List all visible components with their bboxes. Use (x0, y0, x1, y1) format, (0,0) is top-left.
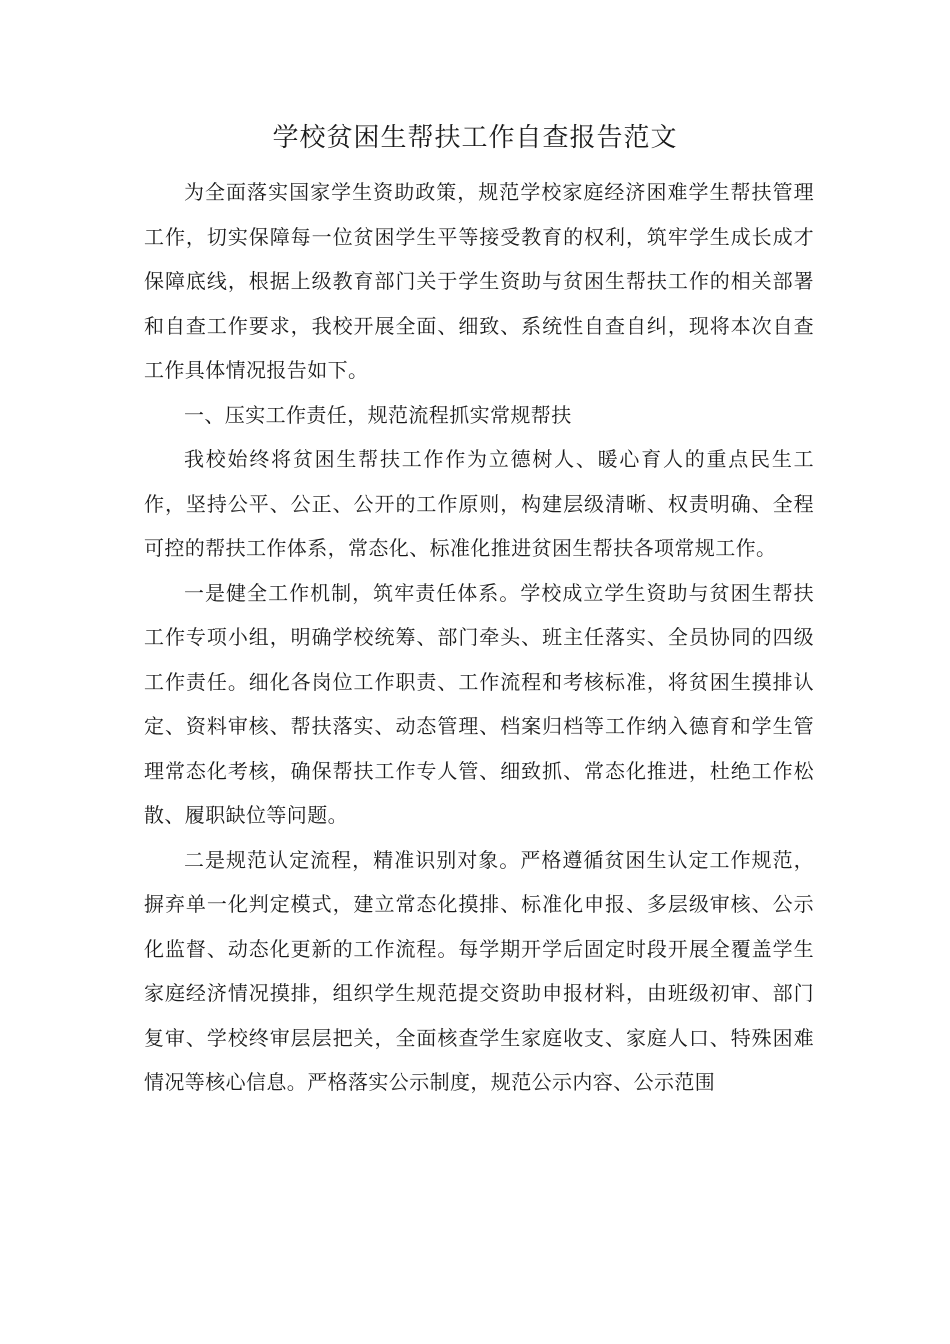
document-body (144, 170, 814, 1105)
intro-paragraph: 为全面落实国家学生资助政策，规范学校家庭经济困难学生帮扶管理工作，切实保障每一位贫困学生平等接受教育的权利，筑牢学生成长成才保障底线，根据上级教育部门关于学生资助与贫困生帮扶工作的相关部署和自查工作要求，我校开展全面、细致、系统性自查自纠，现将本次自查工作具体情况报告如下。 (144, 180, 814, 382)
document-title: 学校贫困生帮扶工作自查报告范文 (272, 123, 678, 153)
section-1-point-2-paragraph: 二是规范认定流程，精准识别对象。严格遵循贫困生认定工作规范，摒弃单一化判定模式，建立常态化摸排、标准化申报、多层级审核、公示化监督、动态化更新的工作流程。每学期开学后固定时段开展全覆盖学生家庭经济情况摸排，组织学生规范提交资助申报材料，由班级初审、部门复审、学校终审层层把关，全面核查学生家庭收支、家庭人口、特殊困难情况等核心信息。严格落实公示制度，规范公示内容、公示范围 (144, 847, 814, 1094)
section-heading-1: 一、压实工作责任，规范流程抓实常规帮扶 (184, 402, 572, 427)
section-1-overview-paragraph: 我校始终将贫困生帮扶工作作为立德树人、暖心育人的重点民生工作，坚持公平、公正、公开的工作原则，构建层级清晰、权责明确、全程可控的帮扶工作体系，常态化、标准化推进贫困生帮扶各项常规工作。 (144, 447, 814, 560)
section-1-point-1-paragraph: 一是健全工作机制，筑牢责任体系。学校成立学生资助与贫困生帮扶工作专项小组，明确学校统筹、部门牵头、班主任落实、全员协同的四级工作责任。细化各岗位工作职责、工作流程和考核标准，将贫困生摸排认定、资料审核、帮扶落实、动态管理、档案归档等工作纳入德育和学生管理常态化考核，确保帮扶工作专人管、细致抓、常态化推进，杜绝工作松散、履职缺位等问题。 (144, 580, 814, 827)
